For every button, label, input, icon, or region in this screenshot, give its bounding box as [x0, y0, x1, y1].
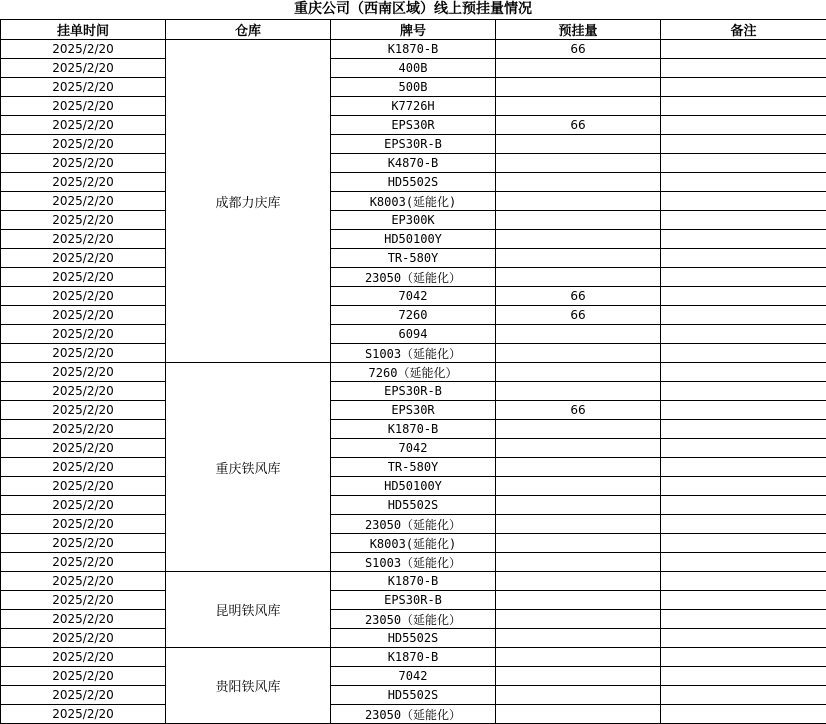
table-row: [1, 705, 826, 724]
cell-brand[interactable]: EPS30R-B: [331, 382, 496, 401]
cell-time[interactable]: 2025/2/20: [1, 268, 166, 287]
table-row: [1, 230, 826, 249]
cell-time[interactable]: 2025/2/20: [1, 211, 166, 230]
header-note[interactable]: 备注: [661, 20, 826, 40]
cell-volume[interactable]: [496, 211, 661, 230]
cell-note[interactable]: [661, 686, 826, 705]
cell-note[interactable]: [661, 705, 826, 724]
table-row: [1, 439, 826, 458]
cell-brand[interactable]: K1870-B: [331, 420, 496, 439]
cell-time[interactable]: 2025/2/20: [1, 59, 166, 78]
cell-volume[interactable]: [496, 97, 661, 116]
cell-time[interactable]: 2025/2/20: [1, 401, 166, 420]
cell-warehouse[interactable]: 重庆铁风库: [166, 363, 331, 572]
table-row: [1, 610, 826, 629]
cell-brand[interactable]: S1003（延能化）: [331, 553, 496, 572]
cell-time[interactable]: 2025/2/20: [1, 667, 166, 686]
cell-brand[interactable]: EPS30R-B: [331, 135, 496, 154]
table-row: [1, 686, 826, 705]
cell-note[interactable]: [661, 667, 826, 686]
table-row: [1, 553, 826, 572]
cell-time[interactable]: 2025/2/20: [1, 306, 166, 325]
table-row: [1, 116, 826, 135]
table-row: [1, 496, 826, 515]
cell-volume[interactable]: [496, 477, 661, 496]
cell-note[interactable]: [661, 211, 826, 230]
cell-volume[interactable]: [496, 154, 661, 173]
cell-note[interactable]: [661, 553, 826, 572]
table-row: [1, 135, 826, 154]
table-row: [1, 591, 826, 610]
cell-note[interactable]: [661, 230, 826, 249]
cell-note[interactable]: [661, 306, 826, 325]
cell-time[interactable]: 2025/2/20: [1, 230, 166, 249]
cell-brand[interactable]: K8003(延能化): [331, 192, 496, 211]
table-row: [1, 382, 826, 401]
cell-time[interactable]: 2025/2/20: [1, 40, 166, 59]
cell-volume[interactable]: [496, 59, 661, 78]
cell-time[interactable]: 2025/2/20: [1, 515, 166, 534]
cell-note[interactable]: [661, 591, 826, 610]
cell-brand[interactable]: 6094: [331, 325, 496, 344]
table-row: [1, 515, 826, 534]
cell-volume[interactable]: [496, 420, 661, 439]
cell-time[interactable]: 2025/2/20: [1, 648, 166, 667]
table-row: [1, 173, 826, 192]
cell-volume[interactable]: [496, 553, 661, 572]
cell-note[interactable]: [661, 515, 826, 534]
cell-note[interactable]: [661, 610, 826, 629]
cell-time[interactable]: 2025/2/20: [1, 192, 166, 211]
cell-brand[interactable]: EPS30R: [331, 401, 496, 420]
cell-time[interactable]: 2025/2/20: [1, 363, 166, 382]
cell-time[interactable]: 2025/2/20: [1, 629, 166, 648]
cell-brand[interactable]: TR-580Y: [331, 458, 496, 477]
cell-warehouse[interactable]: 昆明铁风库: [166, 572, 331, 648]
cell-note[interactable]: [661, 363, 826, 382]
cell-brand[interactable]: 23050（延能化）: [331, 610, 496, 629]
cell-brand[interactable]: K4870-B: [331, 154, 496, 173]
table-row: [1, 458, 826, 477]
cell-brand[interactable]: 7042: [331, 667, 496, 686]
cell-brand[interactable]: HD5502S: [331, 173, 496, 192]
cell-time[interactable]: 2025/2/20: [1, 591, 166, 610]
cell-volume[interactable]: [496, 705, 661, 724]
cell-brand[interactable]: HD50100Y: [331, 230, 496, 249]
cell-note[interactable]: [661, 116, 826, 135]
cell-brand[interactable]: EPS30R: [331, 116, 496, 135]
cell-volume[interactable]: [496, 629, 661, 648]
cell-volume[interactable]: 66: [496, 40, 661, 59]
cell-note[interactable]: [661, 78, 826, 97]
cell-time[interactable]: 2025/2/20: [1, 686, 166, 705]
cell-time[interactable]: 2025/2/20: [1, 325, 166, 344]
cell-brand[interactable]: 7260（延能化）: [331, 363, 496, 382]
cell-brand[interactable]: EPS30R-B: [331, 591, 496, 610]
cell-volume[interactable]: [496, 78, 661, 97]
table-row: [1, 268, 826, 287]
cell-volume[interactable]: 66: [496, 306, 661, 325]
cell-brand[interactable]: HD5502S: [331, 686, 496, 705]
cell-note[interactable]: [661, 192, 826, 211]
cell-time[interactable]: 2025/2/20: [1, 420, 166, 439]
cell-volume[interactable]: [496, 192, 661, 211]
cell-brand[interactable]: TR-580Y: [331, 249, 496, 268]
cell-brand[interactable]: K1870-B: [331, 40, 496, 59]
cell-brand[interactable]: 500B: [331, 78, 496, 97]
table-row: [1, 572, 826, 591]
cell-note[interactable]: [661, 344, 826, 363]
cell-volume[interactable]: [496, 648, 661, 667]
cell-volume[interactable]: [496, 439, 661, 458]
cell-brand[interactable]: HD50100Y: [331, 477, 496, 496]
cell-note[interactable]: [661, 173, 826, 192]
table-row: [1, 249, 826, 268]
header-time[interactable]: 挂单时间: [1, 20, 166, 40]
pre-order-table: [0, 19, 826, 724]
cell-note[interactable]: [661, 382, 826, 401]
cell-time[interactable]: 2025/2/20: [1, 382, 166, 401]
cell-time[interactable]: 2025/2/20: [1, 572, 166, 591]
table-row: [1, 534, 826, 553]
sheet-title: 重庆公司（西南区域）线上预挂量情况: [0, 0, 826, 19]
cell-time[interactable]: 2025/2/20: [1, 496, 166, 515]
table-row: [1, 401, 826, 420]
cell-time[interactable]: 2025/2/20: [1, 287, 166, 306]
cell-volume[interactable]: [496, 344, 661, 363]
table-row: [1, 648, 826, 667]
table-row: [1, 59, 826, 78]
cell-brand[interactable]: 7042: [331, 287, 496, 306]
table-row: [1, 97, 826, 116]
cell-brand[interactable]: 7260: [331, 306, 496, 325]
cell-volume[interactable]: [496, 667, 661, 686]
table-row: [1, 629, 826, 648]
cell-brand[interactable]: 23050（延能化）: [331, 268, 496, 287]
cell-volume[interactable]: [496, 534, 661, 553]
cell-volume[interactable]: [496, 591, 661, 610]
cell-time[interactable]: 2025/2/20: [1, 116, 166, 135]
cell-time[interactable]: 2025/2/20: [1, 705, 166, 724]
cell-brand[interactable]: 400B: [331, 59, 496, 78]
cell-warehouse[interactable]: 贵阳铁风库: [166, 648, 331, 724]
cell-note[interactable]: [661, 249, 826, 268]
cell-volume[interactable]: [496, 135, 661, 154]
cell-volume[interactable]: [496, 249, 661, 268]
table-row: [1, 667, 826, 686]
cell-time[interactable]: 2025/2/20: [1, 458, 166, 477]
cell-note[interactable]: [661, 420, 826, 439]
cell-note[interactable]: [661, 325, 826, 344]
cell-note[interactable]: [661, 287, 826, 306]
table-row: [1, 40, 826, 59]
cell-brand[interactable]: EP300K: [331, 211, 496, 230]
table-row: [1, 211, 826, 230]
cell-brand[interactable]: K7726H: [331, 97, 496, 116]
cell-volume[interactable]: [496, 458, 661, 477]
table-body: [1, 40, 826, 724]
header-brand[interactable]: 牌号: [331, 20, 496, 40]
cell-time[interactable]: 2025/2/20: [1, 477, 166, 496]
cell-brand[interactable]: K8003(延能化): [331, 534, 496, 553]
cell-brand[interactable]: 23050（延能化）: [331, 515, 496, 534]
cell-volume[interactable]: [496, 572, 661, 591]
cell-brand[interactable]: K1870-B: [331, 648, 496, 667]
cell-volume[interactable]: [496, 268, 661, 287]
cell-volume[interactable]: [496, 173, 661, 192]
cell-note[interactable]: [661, 496, 826, 515]
cell-volume[interactable]: [496, 686, 661, 705]
table-row: [1, 325, 826, 344]
cell-volume[interactable]: [496, 610, 661, 629]
cell-note[interactable]: [661, 97, 826, 116]
cell-time[interactable]: 2025/2/20: [1, 249, 166, 268]
table-row: [1, 154, 826, 173]
cell-time[interactable]: 2025/2/20: [1, 173, 166, 192]
cell-volume[interactable]: [496, 496, 661, 515]
cell-brand[interactable]: 23050（延能化）: [331, 705, 496, 724]
cell-brand[interactable]: K1870-B: [331, 572, 496, 591]
cell-volume[interactable]: [496, 382, 661, 401]
cell-time[interactable]: 2025/2/20: [1, 439, 166, 458]
table-row: [1, 420, 826, 439]
cell-note[interactable]: [661, 154, 826, 173]
cell-note[interactable]: [661, 268, 826, 287]
table-row: [1, 78, 826, 97]
table-row: [1, 287, 826, 306]
cell-note[interactable]: [661, 534, 826, 553]
table-row: [1, 477, 826, 496]
cell-note[interactable]: [661, 401, 826, 420]
cell-note[interactable]: [661, 477, 826, 496]
header-row: [1, 20, 826, 40]
table-row: [1, 306, 826, 325]
cell-time[interactable]: 2025/2/20: [1, 78, 166, 97]
cell-time[interactable]: 2025/2/20: [1, 534, 166, 553]
cell-time[interactable]: 2025/2/20: [1, 344, 166, 363]
cell-time[interactable]: 2025/2/20: [1, 610, 166, 629]
cell-volume[interactable]: [496, 515, 661, 534]
cell-brand[interactable]: S1003（延能化）: [331, 344, 496, 363]
cell-note[interactable]: [661, 439, 826, 458]
cell-brand[interactable]: HD5502S: [331, 629, 496, 648]
cell-volume[interactable]: [496, 363, 661, 382]
cell-time[interactable]: 2025/2/20: [1, 135, 166, 154]
cell-note[interactable]: [661, 458, 826, 477]
cell-volume[interactable]: [496, 325, 661, 344]
header-warehouse[interactable]: 仓库: [166, 20, 331, 40]
cell-volume[interactable]: 66: [496, 116, 661, 135]
cell-note[interactable]: [661, 40, 826, 59]
cell-brand[interactable]: 7042: [331, 439, 496, 458]
table-row: [1, 192, 826, 211]
table-row: [1, 363, 826, 382]
cell-note[interactable]: [661, 629, 826, 648]
cell-note[interactable]: [661, 59, 826, 78]
cell-time[interactable]: 2025/2/20: [1, 553, 166, 572]
cell-time[interactable]: 2025/2/20: [1, 97, 166, 116]
table-row: [1, 344, 826, 363]
cell-brand[interactable]: HD5502S: [331, 496, 496, 515]
cell-time[interactable]: 2025/2/20: [1, 154, 166, 173]
cell-volume[interactable]: 66: [496, 401, 661, 420]
cell-volume[interactable]: [496, 230, 661, 249]
cell-note[interactable]: [661, 572, 826, 591]
cell-volume[interactable]: 66: [496, 287, 661, 306]
cell-note[interactable]: [661, 135, 826, 154]
header-volume[interactable]: 预挂量: [496, 20, 661, 40]
cell-note[interactable]: [661, 648, 826, 667]
cell-warehouse[interactable]: 成都力庆库: [166, 40, 331, 363]
